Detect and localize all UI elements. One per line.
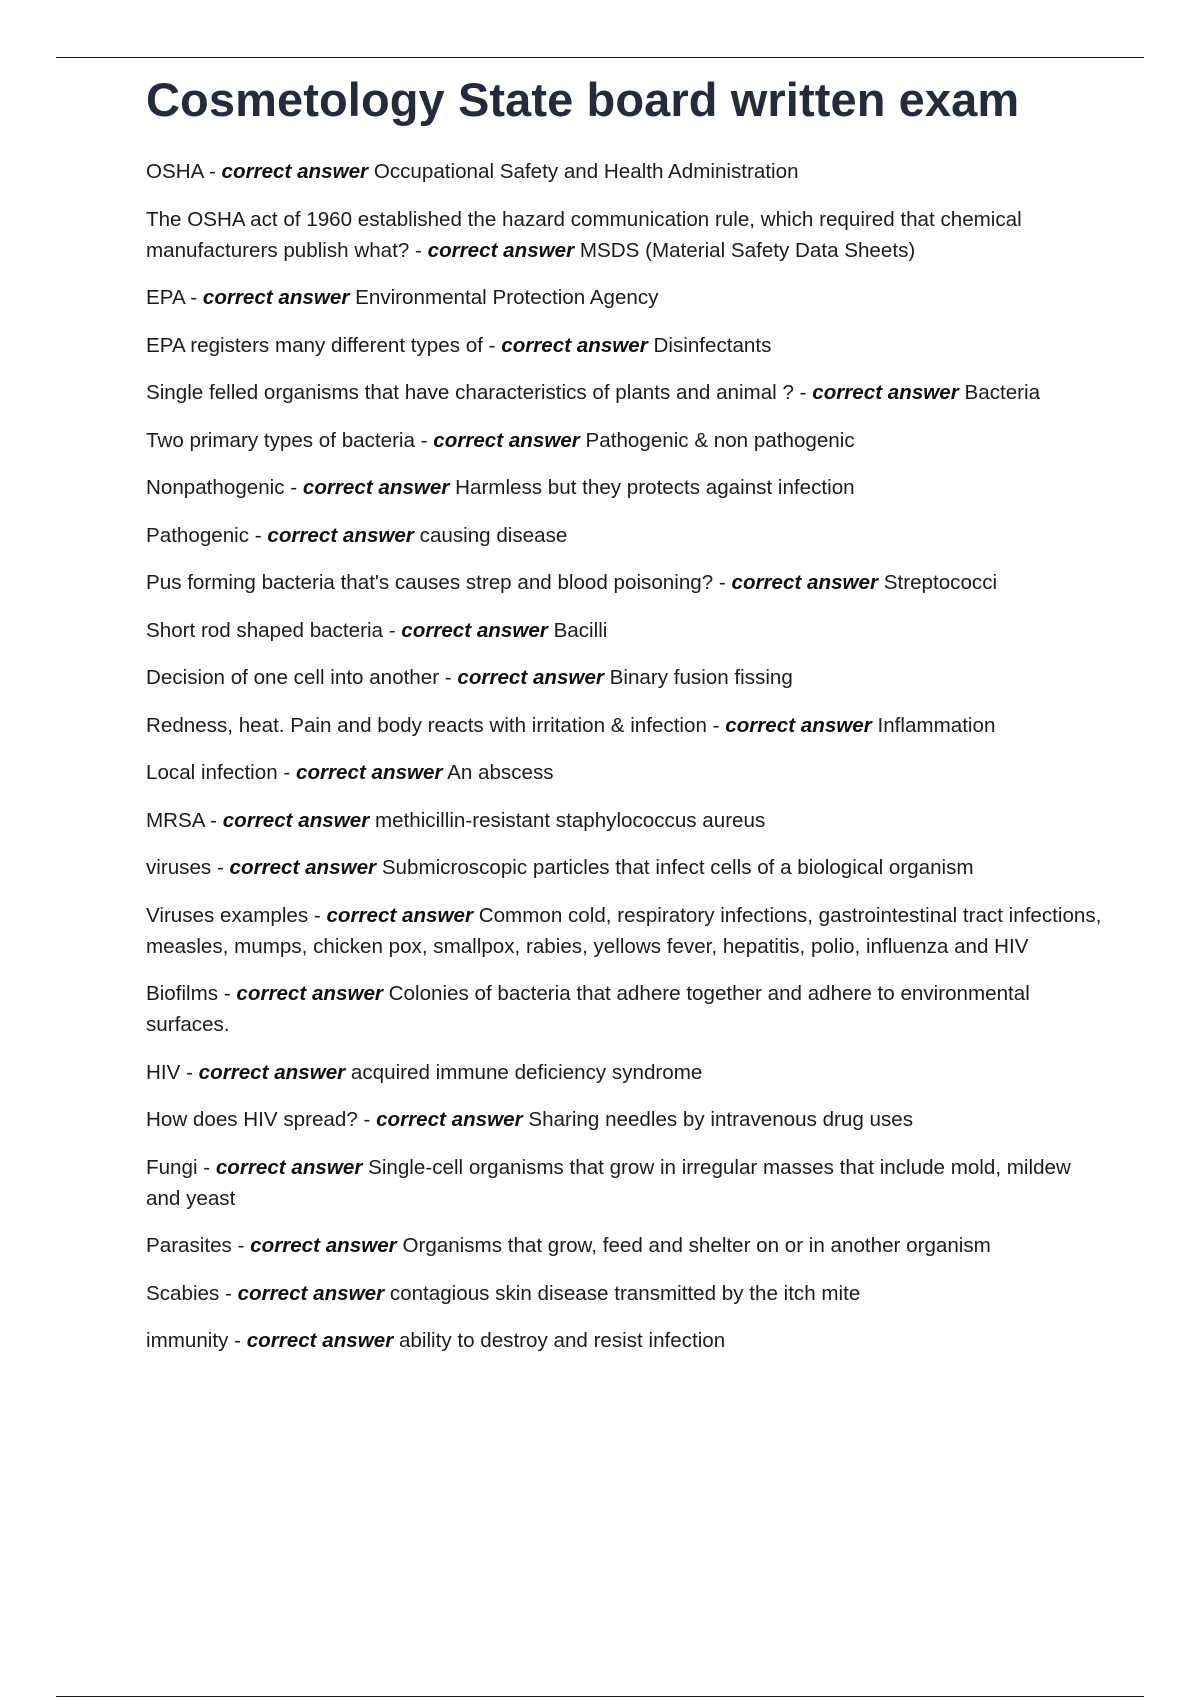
correct-answer-label: correct answer (731, 571, 879, 594)
correct-answer-label: correct answer (246, 1329, 394, 1352)
answer-text: acquired immune deficiency syndrome (350, 1060, 703, 1084)
question-text: Redness, heat. Pain and body reacts with irritation & infection (146, 713, 707, 737)
question-text: How does HIV spread? (146, 1108, 358, 1131)
qa-item (146, 1325, 1106, 1356)
separator: - (277, 761, 296, 784)
correct-answer-label: correct answer (237, 1281, 385, 1305)
answer-text: Inflammation (877, 713, 996, 737)
correct-answer-label: correct answer (376, 1108, 523, 1131)
qa-item (146, 757, 1106, 788)
separator: - (249, 523, 268, 547)
answer-text: Organisms that grow, feed and shelter on or in another organism (402, 1234, 991, 1257)
answer-text: Common cold, respiratory infections, gastrointestinal tract infections, measles, mumps, chicken pox, smallpox, rabies, yellows fever, hepatitis, polio, influenza and HIV (146, 903, 1102, 958)
qa-item (146, 852, 1106, 883)
separator: - (180, 1060, 199, 1084)
question-text: viruses (146, 856, 212, 879)
answer-text: Environmental Protection Agency (355, 286, 659, 309)
correct-answer-label: correct answer (725, 713, 872, 737)
separator: - (308, 903, 327, 927)
answer-text: MSDS (Material Safety Data Sheets) (579, 238, 916, 262)
answer-text: Single-cell organisms that grow in irregular masses that include mold, mildew and yeast (146, 1155, 1071, 1210)
qa-item (146, 1152, 1106, 1214)
question-text: Two primary types of bacteria (146, 428, 415, 452)
correct-answer-label: correct answer (229, 856, 377, 879)
answer-text: An abscess (447, 761, 554, 784)
answer-text: Bacilli (553, 618, 608, 642)
answer-text: Submicroscopic particles that infect cells of a biological organism (381, 856, 974, 879)
correct-answer-label: correct answer (457, 666, 604, 689)
correct-answer-label: correct answer (202, 286, 350, 309)
question-text: Pathogenic (146, 523, 250, 547)
separator: - (482, 333, 502, 357)
correct-answer-label: correct answer (501, 333, 648, 357)
correct-answer-label: correct answer (215, 1155, 363, 1179)
qa-item (146, 615, 1106, 646)
question-text: EPA (146, 286, 185, 309)
question-text: EPA registers many different types of (146, 333, 483, 357)
qa-item (146, 204, 1106, 266)
separator: - (409, 238, 428, 262)
separator: - (203, 160, 222, 183)
answer-text: contagious skin disease transmitted by the itch mite (389, 1281, 861, 1305)
answer-text: methicillin-resistant staphylococcus aureus (374, 808, 766, 832)
separator: - (197, 1155, 216, 1179)
correct-answer-label: correct answer (221, 160, 369, 183)
separator: - (218, 982, 237, 1005)
qa-item (146, 330, 1106, 361)
question-text: OSHA (146, 160, 204, 183)
qa-item (146, 377, 1106, 408)
qa-item (146, 520, 1106, 551)
qa-item (146, 1057, 1106, 1088)
answer-text: Sharing needles by intravenous drug uses (528, 1108, 914, 1131)
separator: - (211, 856, 230, 879)
correct-answer-label: correct answer (302, 476, 450, 499)
qa-item (146, 472, 1106, 503)
qa-item (146, 156, 1106, 187)
correct-answer-label: correct answer (433, 428, 580, 452)
question-text: Decision of one cell into another (146, 666, 440, 689)
separator: - (439, 666, 458, 689)
qa-item (146, 1278, 1106, 1309)
answer-text: Pathogenic & non pathogenic (585, 428, 855, 452)
qa-list (146, 156, 1106, 1356)
question-text: HIV (146, 1060, 181, 1084)
separator: - (382, 618, 402, 642)
qa-item (146, 710, 1106, 741)
correct-answer-label: correct answer (222, 808, 370, 832)
qa-item (146, 900, 1106, 962)
separator: - (284, 476, 303, 499)
correct-answer-label: correct answer (236, 982, 383, 1005)
separator: - (793, 381, 813, 404)
correct-answer-label: correct answer (267, 523, 414, 547)
answer-text: Streptococci (883, 571, 998, 594)
question-text: Biofilms (146, 982, 219, 1005)
document-title: Cosmetology State board written exam (146, 73, 1020, 126)
answer-text: Disinfectants (653, 333, 772, 357)
question-text: Parasites (146, 1234, 232, 1257)
question-text: Scabies (146, 1281, 220, 1305)
correct-answer-label: correct answer (198, 1060, 346, 1084)
question-text: Short rod shaped bacteria (146, 618, 383, 642)
separator: - (228, 1329, 247, 1352)
question-text: Fungi (146, 1155, 198, 1179)
separator: - (184, 286, 203, 309)
correct-answer-label: correct answer (812, 381, 959, 404)
qa-item (146, 567, 1106, 598)
qa-item (146, 282, 1106, 313)
answer-text: Colonies of bacteria that adhere together and adhere to environmental surfaces. (146, 982, 1030, 1036)
question-text: immunity (146, 1329, 229, 1352)
correct-answer-label: correct answer (401, 618, 548, 642)
answer-text: Bacteria (964, 381, 1041, 404)
answer-text: Binary fusion fissing (609, 666, 793, 689)
qa-item (146, 425, 1106, 456)
separator: - (231, 1234, 251, 1257)
document-page (146, 66, 1106, 1373)
separator: - (706, 713, 726, 737)
question-text: MRSA (146, 808, 205, 832)
correct-answer-label: correct answer (427, 238, 575, 262)
question-text: The OSHA act of 1960 established the hazard communication rule, which required that chemical manufacturers publish what? (146, 207, 1022, 262)
separator: - (414, 428, 434, 452)
correct-answer-label: correct answer (326, 903, 473, 927)
correct-answer-label: correct answer (295, 761, 443, 784)
question-text: Nonpathogenic (146, 476, 285, 499)
correct-answer-label: correct answer (250, 1234, 397, 1257)
question-text: Viruses examples (146, 903, 309, 927)
separator: - (204, 808, 223, 832)
qa-item (146, 805, 1106, 836)
qa-item (146, 978, 1106, 1040)
question-text: Local infection (146, 761, 278, 784)
answer-text: ability to destroy and resist infection (398, 1329, 726, 1352)
separator: - (713, 571, 732, 594)
qa-item (146, 1104, 1106, 1135)
question-text: Pus forming bacteria that's causes strep and blood poisoning? (146, 571, 714, 594)
bottom-rule (56, 1696, 1144, 1697)
separator: - (357, 1108, 377, 1131)
answer-text: Harmless but they protects against infection (455, 476, 855, 499)
top-rule (56, 57, 1144, 58)
question-text: Single felled organisms that have characteristics of plants and animal ? (146, 381, 794, 404)
qa-item (146, 1230, 1106, 1261)
answer-text: causing disease (419, 523, 568, 547)
qa-item (146, 662, 1106, 693)
answer-text: Occupational Safety and Health Administration (373, 160, 799, 183)
separator: - (219, 1281, 238, 1305)
